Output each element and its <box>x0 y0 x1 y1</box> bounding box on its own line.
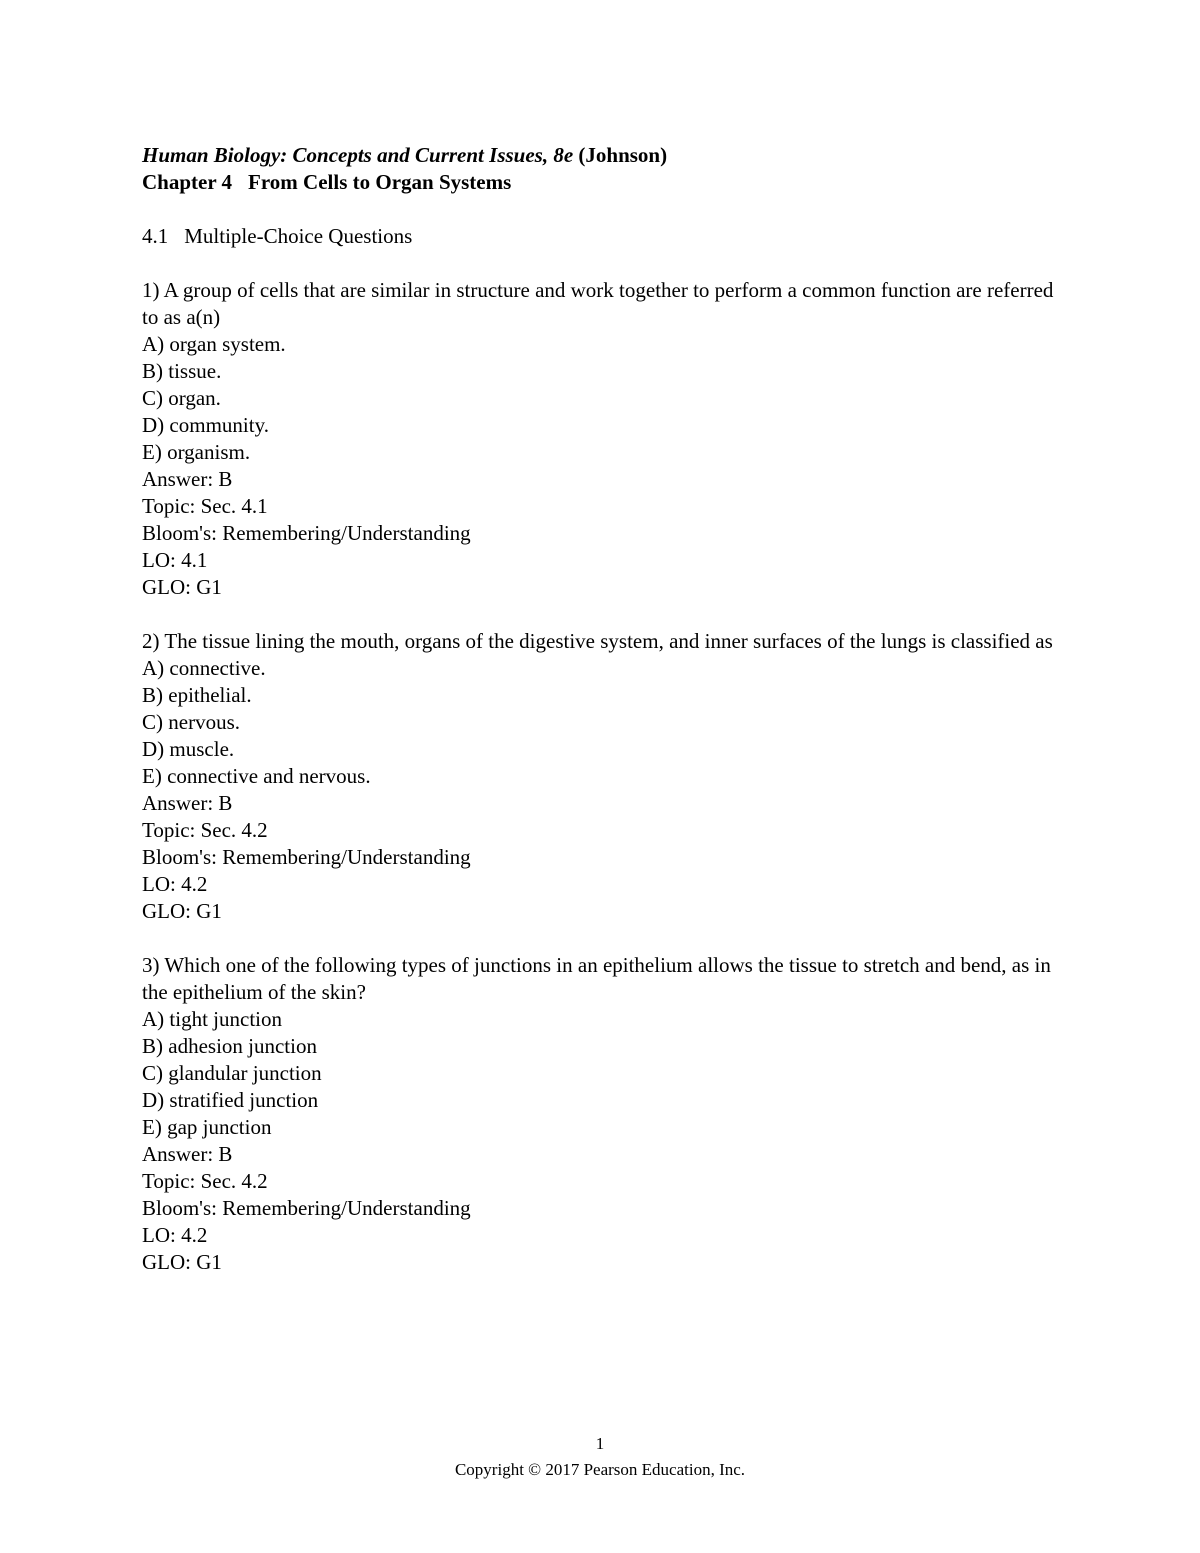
answer: Answer: B <box>142 467 233 491</box>
question-stem: 3) Which one of the following types of junctions in an epithelium allows the tissue to stretch and bend, as in the epithelium of the skin? <box>142 953 1051 1004</box>
option-e: E) gap junction <box>142 1115 272 1139</box>
topic: Topic: Sec. 4.2 <box>142 1169 268 1193</box>
book-title-line <box>142 142 1062 169</box>
option-a: A) tight junction <box>142 1007 282 1031</box>
option-a: A) connective. <box>142 656 266 680</box>
question-1 <box>142 277 1062 601</box>
option-d: D) stratified junction <box>142 1088 319 1112</box>
section-heading <box>142 223 1062 250</box>
learning-objective: LO: 4.1 <box>142 548 208 572</box>
question-stem: 2) The tissue lining the mouth, organs of the digestive system, and inner surfaces of the lungs is classified as <box>142 629 1053 653</box>
question-3 <box>142 952 1062 1276</box>
page-content <box>142 142 1062 1276</box>
option-b: B) epithelial. <box>142 683 252 707</box>
blooms-level: Bloom's: Remembering/Understanding <box>142 845 471 869</box>
option-e: E) organism. <box>142 440 251 464</box>
option-d: D) community. <box>142 413 269 437</box>
copyright-notice: Copyright © 2017 Pearson Education, Inc. <box>454 1460 746 1479</box>
global-learning-objective: GLO: G1 <box>142 899 222 923</box>
option-c: C) nervous. <box>142 710 240 734</box>
page-number: 1 <box>595 1434 605 1453</box>
learning-objective: LO: 4.2 <box>142 872 208 896</box>
answer: Answer: B <box>142 791 233 815</box>
chapter-number: Chapter 4 <box>142 170 233 194</box>
blooms-level: Bloom's: Remembering/Understanding <box>142 1196 471 1220</box>
chapter-heading <box>142 169 1062 196</box>
answer: Answer: B <box>142 1142 233 1166</box>
option-c: C) organ. <box>142 386 221 410</box>
option-b: B) adhesion junction <box>142 1034 317 1058</box>
option-d: D) muscle. <box>142 737 235 761</box>
author: (Johnson) <box>578 143 668 167</box>
option-e: E) connective and nervous. <box>142 764 371 788</box>
section-number: 4.1 <box>142 224 169 248</box>
question-2 <box>142 628 1062 925</box>
topic: Topic: Sec. 4.2 <box>142 818 268 842</box>
learning-objective: LO: 4.2 <box>142 1223 208 1247</box>
option-b: B) tissue. <box>142 359 222 383</box>
option-a: A) organ system. <box>142 332 286 356</box>
blooms-level: Bloom's: Remembering/Understanding <box>142 521 471 545</box>
question-stem: 1) A group of cells that are similar in structure and work together to perform a common function are referred to as a(n) <box>142 278 1054 329</box>
section-title: Multiple-Choice Questions <box>184 224 413 248</box>
book-title: Human Biology: Concepts and Current Issues, 8e <box>142 143 574 167</box>
option-c: C) glandular junction <box>142 1061 322 1085</box>
chapter-title: From Cells to Organ Systems <box>248 170 512 194</box>
global-learning-objective: GLO: G1 <box>142 1250 222 1274</box>
global-learning-objective: GLO: G1 <box>142 575 222 599</box>
topic: Topic: Sec. 4.1 <box>142 494 268 518</box>
